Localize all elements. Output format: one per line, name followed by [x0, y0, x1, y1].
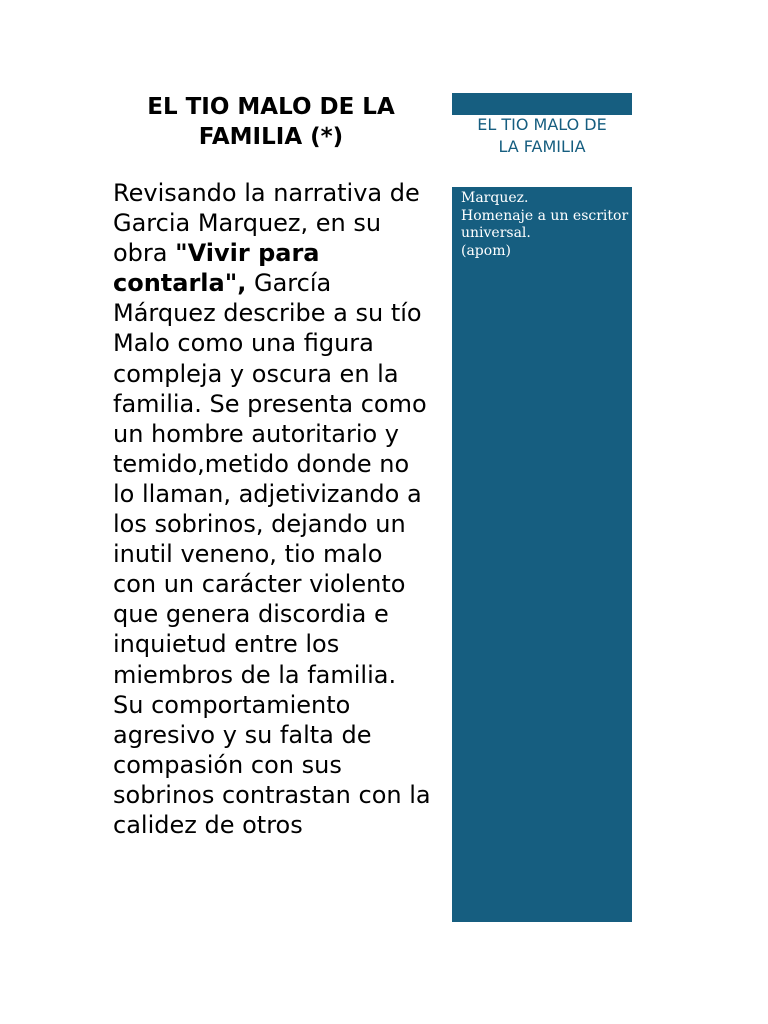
paragraph-1-rest: García Márquez describe a su tío Malo como una figura compleja y oscura en la familia. Se presenta como un hombre autoritario y temido,metido donde no lo llaman, adjetivizando a los sobrinos, dejando un inutil veneno, tio malo con un carácter violento que genera discordia e inquietud entre los miembros de la familia. [113, 269, 427, 689]
title-line-1: EL TIO MALO DE LA [147, 94, 395, 120]
title-line-2: FAMILIA (*) [198, 124, 344, 150]
sidebar-text [461, 190, 629, 260]
article-body [113, 178, 431, 840]
paragraph-2: Su comportamiento agresivo y su falta de compasión con sus sobrinos contrastan con la calidez de otros [113, 690, 431, 839]
sidebar-line-1: Marquez. [461, 190, 529, 206]
sidebar-heading [452, 114, 632, 158]
paragraph-1-intro: Revisando la narrativa de Garcia Marquez, en su obra [113, 179, 420, 268]
sidebar-top-bar [452, 93, 632, 115]
sidebar-line-2: Homenaje a un escritor universal. [461, 207, 629, 241]
sidebar-heading-line-1: EL TIO MALO DE [477, 115, 607, 134]
sidebar-panel [452, 187, 632, 922]
sidebar-heading-line-2: LA FAMILIA [498, 137, 586, 156]
book-title: "Vivir para contarla", [113, 239, 320, 298]
article-title [113, 92, 429, 152]
sidebar-line-3: (apom) [461, 242, 511, 259]
